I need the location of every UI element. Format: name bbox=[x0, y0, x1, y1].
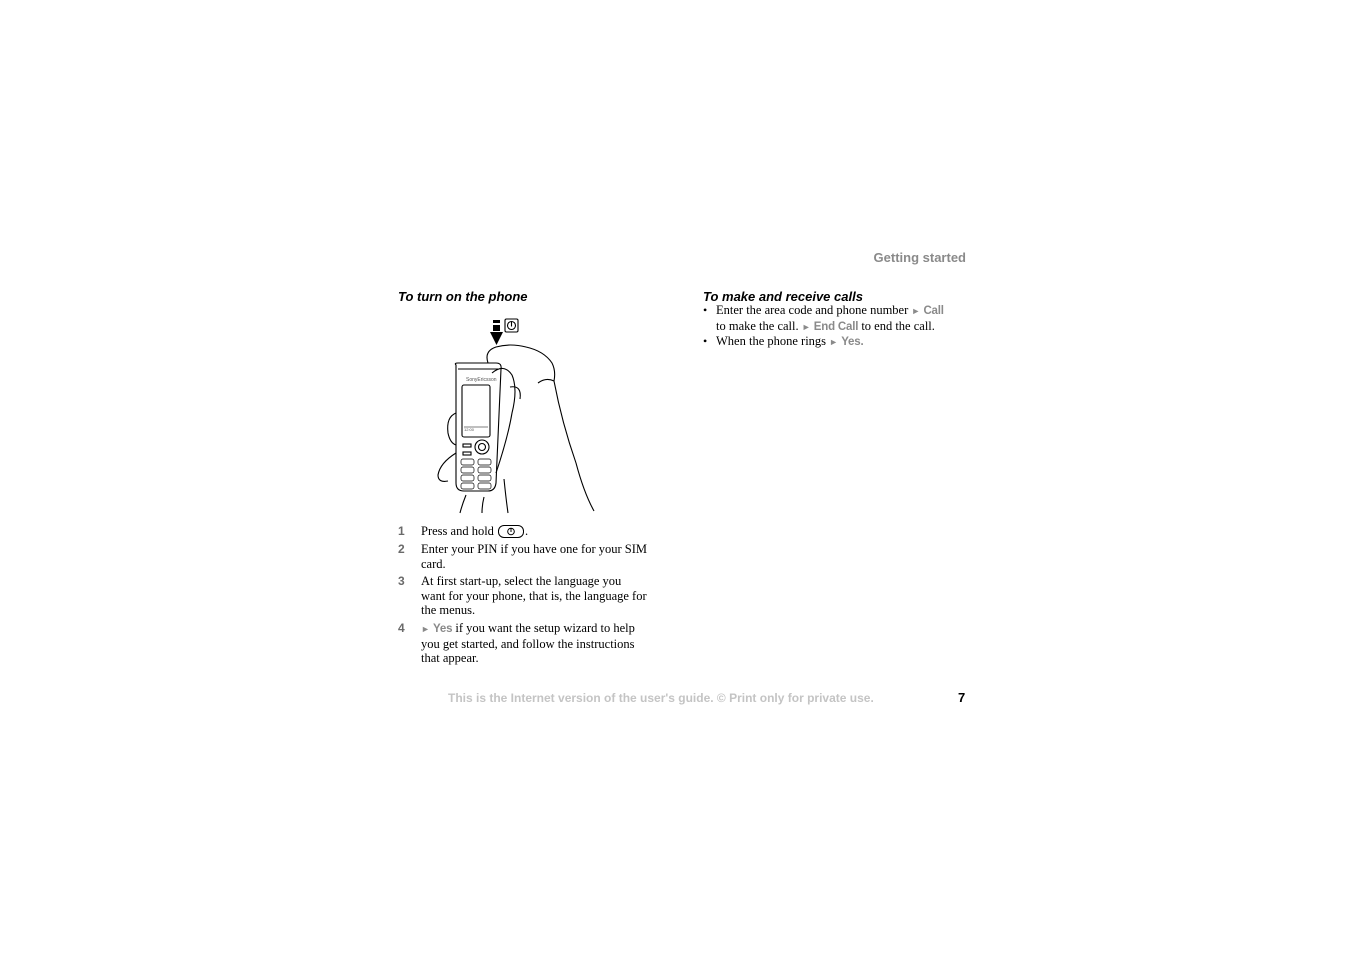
step-text: At first start-up, select the language you want for your phone, that is, the language for the menus. bbox=[421, 574, 647, 618]
bullet-icon: • bbox=[703, 303, 708, 317]
turn-on-steps bbox=[398, 524, 648, 669]
step-text-part: if you want the setup wizard to help you get started, and follow the instructions that appear. bbox=[421, 620, 635, 666]
step-number: 1 bbox=[398, 524, 405, 538]
softkey-yes: Yes bbox=[433, 622, 453, 635]
step-text bbox=[421, 621, 648, 666]
arrow-right-icon: ► bbox=[421, 623, 430, 634]
step-text-part: Press and hold bbox=[421, 524, 494, 538]
press-arrow-icon bbox=[490, 320, 503, 345]
list-item bbox=[703, 303, 973, 334]
step-number: 4 bbox=[398, 620, 405, 635]
bullet-icon: • bbox=[703, 334, 708, 349]
list-item bbox=[398, 542, 648, 571]
arrow-right-icon: ► bbox=[801, 321, 811, 332]
turn-on-heading: To turn on the phone bbox=[398, 289, 528, 304]
softkey-end-call: End Call bbox=[813, 320, 859, 333]
svg-text:12:00: 12:00 bbox=[464, 427, 475, 432]
step-number: 2 bbox=[398, 542, 405, 556]
list-item bbox=[703, 334, 973, 350]
step-text-part: . bbox=[525, 524, 529, 538]
bullet-text bbox=[716, 334, 863, 350]
calls-heading: To make and receive calls bbox=[703, 289, 863, 304]
arrow-right-icon: ► bbox=[911, 306, 921, 316]
bullet-text-part: to make the call. bbox=[716, 318, 799, 333]
power-key-icon bbox=[498, 525, 524, 538]
arrow-right-icon: ► bbox=[829, 337, 839, 348]
bullet-text-part: Enter the area code and phone number bbox=[716, 303, 909, 317]
power-key-icon bbox=[505, 319, 518, 332]
svg-text:SonyEricsson: SonyEricsson bbox=[466, 377, 497, 383]
calls-bullets bbox=[703, 303, 973, 350]
step-text: Enter your PIN if you have one for your SIM card. bbox=[421, 542, 647, 571]
bullet-text-part: to end the call. bbox=[861, 318, 935, 333]
list-item bbox=[398, 574, 648, 618]
list-item bbox=[398, 621, 648, 666]
softkey-yes: Yes. bbox=[841, 336, 864, 349]
bullet-text bbox=[716, 303, 944, 334]
hand-holding-phone-illustration bbox=[426, 313, 606, 515]
softkey-call: Call bbox=[923, 305, 944, 317]
step-text bbox=[421, 524, 528, 539]
list-item bbox=[398, 524, 648, 539]
section-title: Getting started bbox=[873, 250, 966, 265]
footer-note: This is the Internet version of the user's guide. © Print only for private use. bbox=[448, 691, 874, 705]
step-number: 3 bbox=[398, 574, 405, 589]
page-number: 7 bbox=[958, 690, 966, 705]
bullet-text-part: When the phone rings bbox=[716, 334, 827, 349]
